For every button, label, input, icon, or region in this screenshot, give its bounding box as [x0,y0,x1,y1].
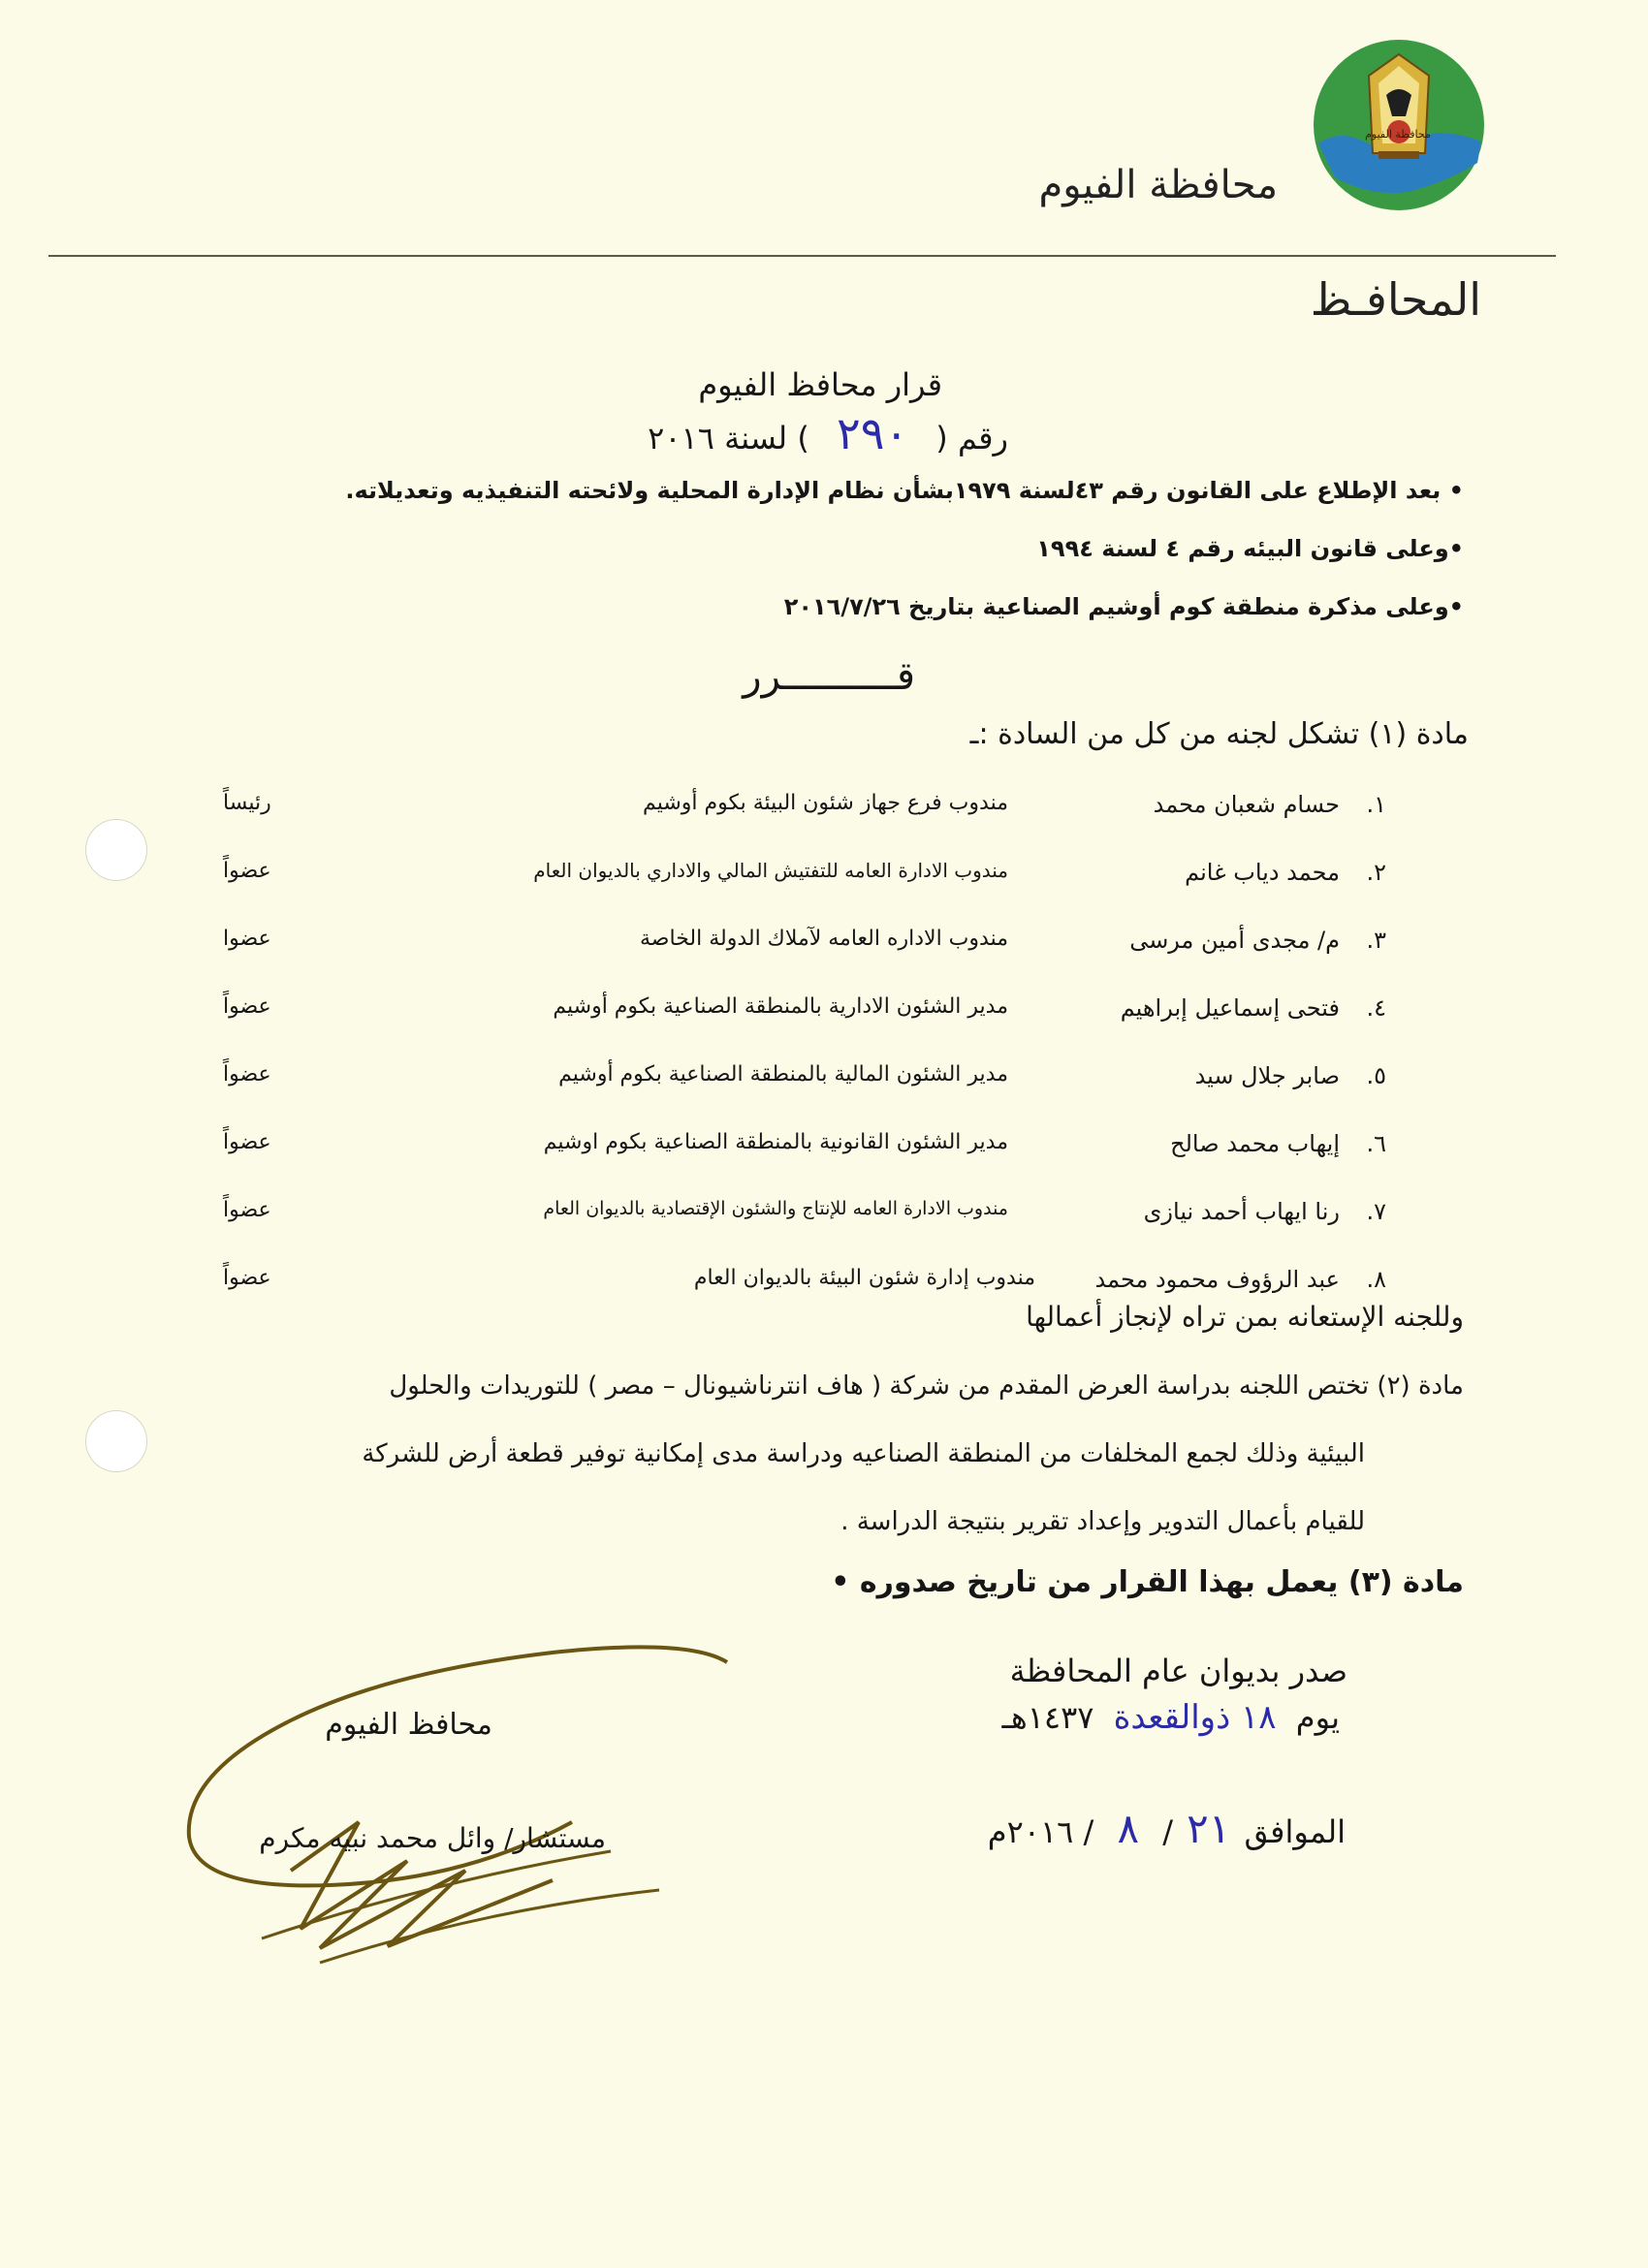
signatory-name: مستشار/ وائل محمد نبيه مكرم [259,1822,606,1854]
table-row [194,987,1386,1045]
member-num: ٣. [1366,927,1386,954]
member-name: م/ مجدى أمين مرسى [1129,927,1340,954]
member-name: محمد دياب غانم [1185,859,1340,886]
member-num: ٧. [1366,1198,1386,1225]
hijri-handwritten: ١٨ ذوالقعدة [1113,1698,1277,1737]
table-row [194,1122,1386,1181]
article-2-line-2: البيئية وذلك لجمع المخلفات من المنطقة الصناعيه ودراسة مدى إمكانية توفير قطعة أرض للشركة [362,1439,1365,1468]
member-title: مندوب الادارة العامه للتفتيش المالي والاداري بالديوان العام [533,859,1008,882]
table-row [194,919,1386,977]
member-role: عضواً [223,1130,271,1154]
hijri-date [1001,1698,1340,1737]
member-role: عضواً [223,1198,271,1222]
member-name: صابر جلال سيد [1194,1062,1340,1089]
table-row [194,851,1386,909]
member-title: مندوب الادارة العامه للإنتاج والشئون الإقتصادية بالديوان العام [543,1198,1008,1219]
member-num: ٨. [1366,1266,1386,1293]
table-row [194,1190,1386,1248]
member-name: فتحى إسماعيل إبراهيم [1120,994,1340,1022]
member-title: مندوب إدارة شئون البيئة بالديوان العام [693,1266,1035,1290]
member-role: عضواً [223,859,271,883]
member-title: مدير الشئون الادارية بالمنطقة الصناعية بكوم أوشيم [553,994,1008,1019]
preamble-2: •وعلى قانون البيئه رقم ٤ لسنة ١٩٩٤ [1036,535,1464,562]
hijri-prefix: يوم [1295,1699,1340,1736]
decree-title: قرار محافظ الفيوم [698,366,942,403]
office-title: المحافـظ [1310,273,1481,326]
member-title: مدير الشئون المالية بالمنطقة الصناعية بكوم أوشيم [558,1062,1008,1087]
table-row [194,1055,1386,1113]
preamble-3: •وعلى مذكرة منطقة كوم أوشيم الصناعية بتاريخ ٢٠١٦/٧/٢٦ [783,593,1464,620]
member-num: ٦. [1366,1130,1386,1157]
member-name: حسام شعبان محمد [1153,791,1340,818]
article-3: مادة (٣) يعمل بهذا القرار من تاريخ صدوره • [831,1565,1464,1599]
member-num: ٤. [1366,994,1386,1022]
gregorian-year: / ٢٠١٦م [987,1813,1094,1850]
member-role: عضواً [223,1266,271,1290]
governorate-logo [1311,37,1487,213]
member-num: ٢. [1366,859,1386,886]
governorate-name: محافظة الفيوم [1038,163,1278,207]
signatory-title: محافظ الفيوم [325,1708,492,1742]
decides-heading: قــــــــــرر [743,654,915,699]
article-1-heading: مادة (١) تشكل لجنه من كل من السادة :ـ [969,717,1469,751]
article-2-line-1: مادة (٢) تختص اللجنه بدراسة العرض المقدم من شركة ( هاف انترناشيونال – مصر ) للتوريدات والحلول [389,1371,1464,1401]
member-role: رئيساً [223,791,271,815]
logo-text: محافظة الفيوم [1365,128,1431,141]
member-role: عضواً [223,1062,271,1087]
gregorian-month: ٨ [1117,1805,1140,1852]
hijri-year: ١٤٣٧هـ [1001,1699,1094,1736]
issuance-line: صدر بديوان عام المحافظة [1009,1653,1347,1689]
member-num: ٥. [1366,1062,1386,1089]
handwritten-signature [145,1638,746,1987]
gregorian-date [988,1805,1346,1852]
member-role: عضواً [223,994,271,1019]
member-title: مندوب فرع جهاز شئون البيئة بكوم أوشيم [643,791,1008,815]
article-1-note: وللجنه الإستعانه بمن تراه لإنجاز أعمالها [1026,1301,1464,1333]
date-slash: / [1162,1813,1173,1850]
decree-number [648,407,1008,459]
member-name: رنا ايهاب أحمد نيازى [1143,1198,1340,1225]
decree-number-prefix: رقم ( [935,420,1008,457]
table-row [194,783,1386,841]
gregorian-prefix: الموافق [1244,1813,1346,1850]
decree-number-handwritten: ٢٩٠ [837,407,909,459]
member-num: ١. [1366,791,1386,818]
member-name: عبد الرؤوف محمود محمد [1094,1266,1340,1293]
header-divider [48,255,1556,257]
decree-number-suffix: ) لسنة ٢٠١٦ [648,420,809,457]
member-title: مدير الشئون القانونية بالمنطقة الصناعية بكوم اوشيم [543,1130,1008,1154]
punch-hole-bottom [85,1410,147,1472]
punch-hole-top [85,819,147,881]
member-name: إيهاب محمد صالح [1170,1130,1340,1157]
article-2-line-3: للقيام بأعمال التدوير وإعداد تقرير بنتيجة الدراسة . [840,1507,1365,1536]
member-role: عضوا [223,927,271,951]
gregorian-day: ٢١ [1187,1805,1231,1852]
preamble-1: • بعد الإطلاع على القانون رقم ٤٣لسنة ١٩٧٩بشأن نظام الإدارة المحلية ولائحته التنفيذيه وتعديلاته. [345,477,1464,504]
member-title: مندوب الاداره العامه لآملاك الدولة الخاصة [640,927,1008,951]
